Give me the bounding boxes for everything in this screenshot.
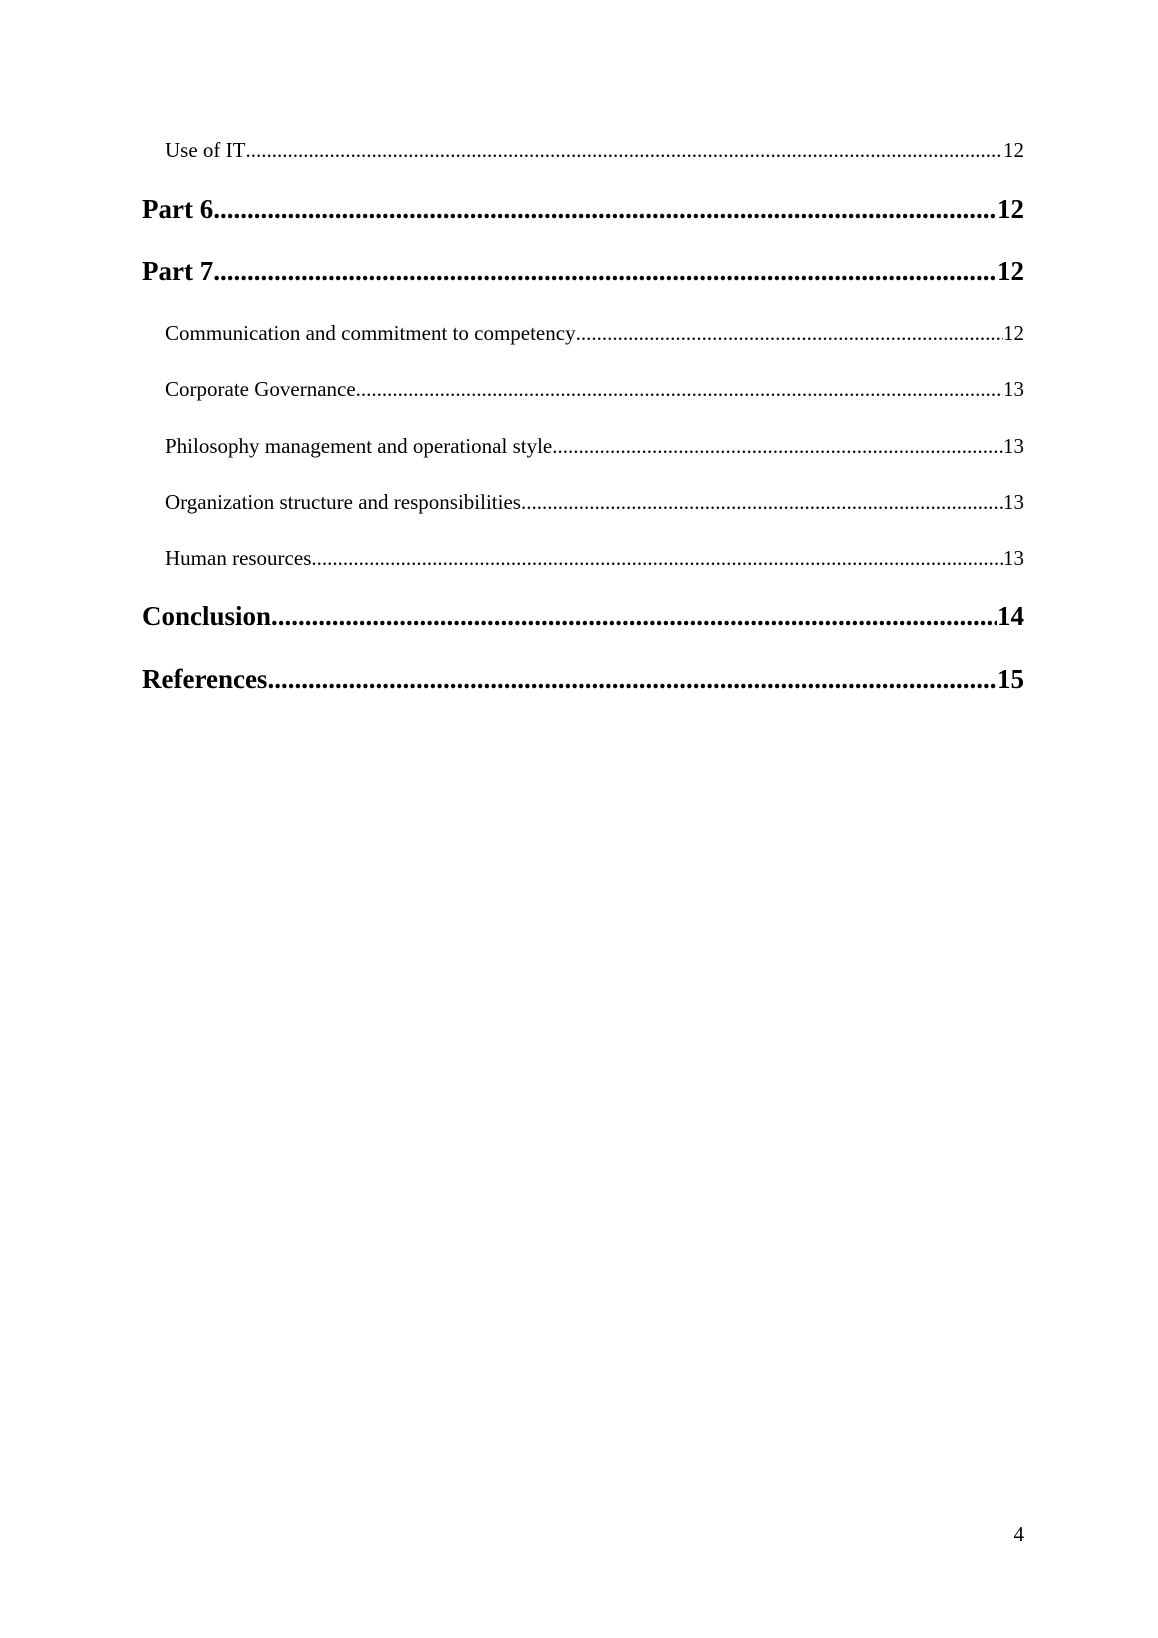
toc-entry-label: Corporate Governance: [165, 377, 356, 401]
toc-entry-page-number: 12: [997, 194, 1024, 224]
toc-entry-label: Human resources: [165, 546, 312, 570]
toc-entry-conclusion[interactable]: [142, 601, 1024, 632]
toc-entry-label: Part 6: [142, 194, 214, 224]
toc-entry-label: Communication and commitment to competency: [165, 321, 576, 345]
toc-entry-page-number: 12: [1003, 321, 1024, 345]
toc-entry-references[interactable]: [142, 664, 1024, 695]
toc-dot-leader: [213, 256, 997, 287]
toc-dot-leader: [576, 321, 1003, 346]
toc-entry-label: Philosophy management and operational style: [165, 434, 553, 458]
toc-dot-leader: [245, 138, 1003, 163]
toc-dot-leader: [267, 664, 997, 695]
page-number: 4: [1013, 1522, 1024, 1546]
toc-entry-label: Part 7: [142, 256, 214, 286]
toc-entry-page-number: 13: [1003, 490, 1024, 514]
toc-entry-label: References: [142, 664, 268, 694]
toc-entry-label: Conclusion: [142, 601, 272, 631]
toc-entry-label: Organization structure and responsibilities: [165, 490, 521, 514]
toc-entry-use-of-it[interactable]: [165, 138, 1024, 163]
toc-dot-leader: [552, 434, 1003, 459]
toc-entry-corporate-governance[interactable]: [165, 377, 1024, 402]
toc-dot-leader: [213, 194, 997, 225]
toc-dot-leader: [271, 601, 997, 632]
toc-entry-human-resources[interactable]: [165, 546, 1024, 571]
toc-dot-leader: [311, 546, 1003, 571]
toc-entry-page-number: 13: [1003, 434, 1024, 458]
toc-entry-page-number: 13: [1003, 546, 1024, 570]
toc-entry-part-6[interactable]: [142, 194, 1024, 225]
toc-dot-leader: [521, 490, 1003, 515]
toc-entry-philosophy-management[interactable]: [165, 434, 1024, 459]
toc-entry-page-number: 12: [997, 256, 1024, 286]
toc-entry-label: Use of IT: [165, 138, 246, 162]
toc-entry-page-number: 15: [997, 664, 1024, 694]
toc-entry-page-number: 12: [1003, 138, 1024, 162]
toc-entry-page-number: 13: [1003, 377, 1024, 401]
toc-entry-part-7[interactable]: [142, 256, 1024, 287]
toc-entry-communication[interactable]: [165, 321, 1024, 346]
toc-entry-page-number: 14: [997, 601, 1024, 631]
toc-dot-leader: [356, 377, 1003, 402]
toc-entry-organization-structure[interactable]: [165, 490, 1024, 515]
